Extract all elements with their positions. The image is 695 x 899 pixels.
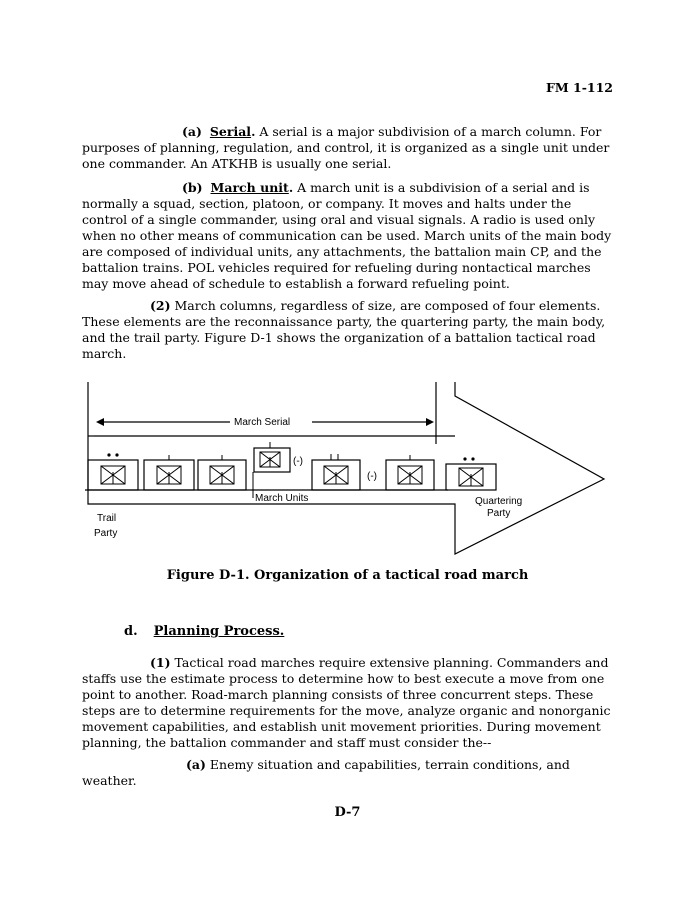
paragraph-text: A serial is a major subdivision of a march column. For purposes of planning, regulation, and control, it is organized as a single unit under one commander. An ATKHB is usually one serial. xyxy=(82,124,610,171)
paragraph-text: Enemy situation and capabilities, terrain conditions, and weather. xyxy=(82,757,570,788)
paragraph-text: A march unit is a subdivision of a serial and is normally a squad, section, platoon, or company. It moves and halts under the control of a single commander, using oral and visual signals. A radio is used only when no other means of communication can be used. March units of the main body are composed of individual units, any attachments, the battalion main CP, and the battalion trains. POL vehicles required for refueling during nontactical marches may move ahead of schedule to establish a forward refueling point. xyxy=(82,180,612,291)
trail-party-label-2: Party xyxy=(94,528,118,539)
paragraph-text: Tactical road marches require extensive planning. Commanders and staffs use the estimate process to determine how to best execute a move from one point to another. Road-march planning consists of three concurrent steps. These steps are to determine requirements for the move, analyze organic and nonorganic movement capabilities, and establish unit movement priorities. During movement planning, the battalion commander and staff must consider the-- xyxy=(82,655,611,750)
quartering-party-label-2: Party xyxy=(487,508,511,519)
figure-caption: Figure D-1. Organization of a tactical road march xyxy=(166,568,529,583)
term-serial: Serial xyxy=(209,124,252,139)
section-title: Planning Process. xyxy=(153,624,285,639)
paragraph-march-unit xyxy=(82,180,614,292)
minus-label: (-) xyxy=(293,456,303,467)
page-number: D-7 xyxy=(334,805,361,820)
figure-road-march-diagram xyxy=(82,378,612,556)
unit-symbol-5 xyxy=(386,455,434,490)
paragraph-marker: (b) xyxy=(182,180,203,195)
paragraph-planning xyxy=(82,655,614,751)
paragraph-marker: (2) xyxy=(150,298,171,313)
unit-symbol-2 xyxy=(144,455,194,490)
unit-symbol-cp xyxy=(254,442,303,472)
paragraph-march-columns xyxy=(82,298,614,362)
minus-label: (-) xyxy=(367,471,377,482)
unit-symbol-1 xyxy=(88,453,138,490)
unit-symbol-quartering xyxy=(446,457,496,490)
term-march-unit: March unit xyxy=(210,180,289,195)
document-id-header: FM 1-112 xyxy=(545,80,613,95)
paragraph-marker: (1) xyxy=(150,655,171,670)
trail-party-label-1: Trail xyxy=(97,513,117,524)
term-period: . xyxy=(251,124,256,139)
arrow-head-left xyxy=(96,418,104,426)
term-period: . xyxy=(288,180,294,195)
arrow-head-right xyxy=(426,418,434,426)
paragraph-serial xyxy=(82,124,614,172)
section-letter: d. xyxy=(124,624,138,639)
section-heading xyxy=(124,624,284,639)
paragraph-marker: (a) xyxy=(182,124,202,139)
paragraph-enemy xyxy=(82,757,614,789)
paragraph-text: March columns, regardless of size, are composed of four elements. These elements are the reconnaissance party, the quartering party, the main body, and the trail party. Figure D-1 shows the organization of a battalion tactical road march. xyxy=(82,298,606,361)
march-serial-label: March Serial xyxy=(234,417,291,428)
unit-symbol-4 xyxy=(312,454,377,490)
paragraph-marker: (a) xyxy=(186,757,206,772)
unit-symbol-3 xyxy=(198,455,246,490)
quartering-party-label-1: Quartering xyxy=(475,496,523,507)
march-units-label: March Units xyxy=(255,493,309,504)
